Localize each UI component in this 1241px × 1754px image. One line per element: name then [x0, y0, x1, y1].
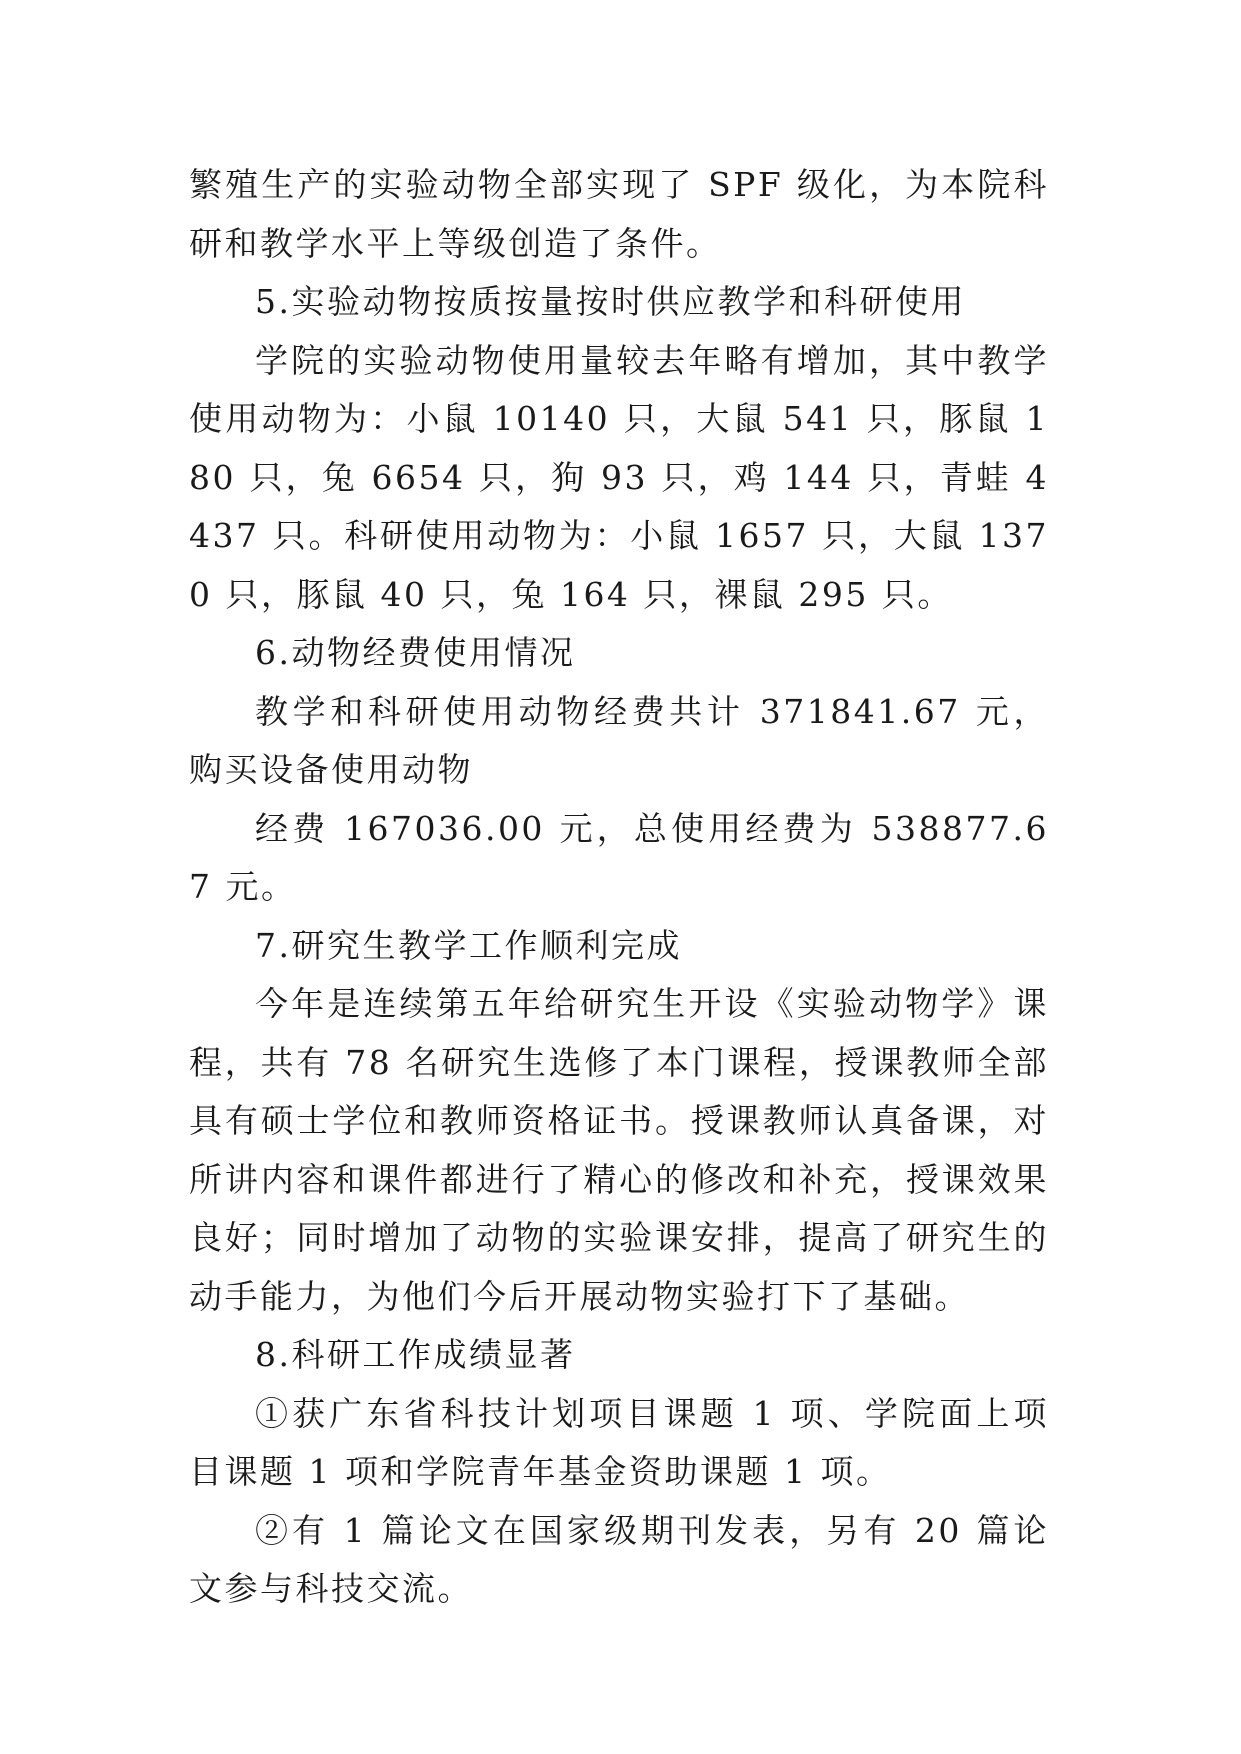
heading-animal-supply: 5.实验动物按质按量按时供应教学和科研使用: [255, 282, 966, 321]
paragraph-spf-conditions: 繁殖生产的实验动物全部实现了 SPF 级化，为本院科研和教学水平上等级创造了条件。: [189, 165, 1049, 263]
heading-graduate-teaching: 7.研究生教学工作顺利完成: [255, 925, 682, 965]
paragraph-graduate-course: 今年是连续第五年给研究生开设《实验动物学》课程，共有 78 名研究生选修了本门课程，授课教师全部具有硕士学位和教师资格证书。授课教师认真备课，对所讲内容和课件都进行了精心的修改和补充，授课效果良好；同时增加了动物的实验课安排，提高了研究生的动手能力，为他们今后开展动物实验打下了基础。: [189, 984, 1049, 1316]
paragraph-research-papers: ②有 1 篇论文在国家级期刊发表，另有 20 篇论文参与科技交流。: [189, 1510, 1049, 1608]
paragraph-animal-usage: 学院的实验动物使用量较去年略有增加，其中教学使用动物为：小鼠 10140 只，大鼠 541 只，豚鼠 180 只，兔 6654 只，狗 93 只，鸡 144 只，青蛙 4437 只。科研使用动物为：小鼠 1657 只，大鼠 1370 只，豚鼠 40 只，兔 164 只，裸鼠 295 只。: [189, 340, 1049, 614]
heading-animal-funds: 6.动物经费使用情况: [255, 633, 576, 672]
paragraph-funds-equipment: 经费 167036.00 元，总使用经费为 538877.67 元。: [189, 808, 1049, 906]
paragraph-research-projects: ①获广东省科技计划项目课题 1 项、学院面上项目课题 1 项和学院青年基金资助课题 1 项。: [189, 1393, 1049, 1491]
heading-research-results: 8.科研工作成绩显著: [255, 1335, 576, 1374]
document-body: [189, 156, 1049, 1619]
paragraph-funds-total: 教学和科研使用动物经费共计 371841.67 元，购买设备使用动物: [189, 691, 1049, 789]
